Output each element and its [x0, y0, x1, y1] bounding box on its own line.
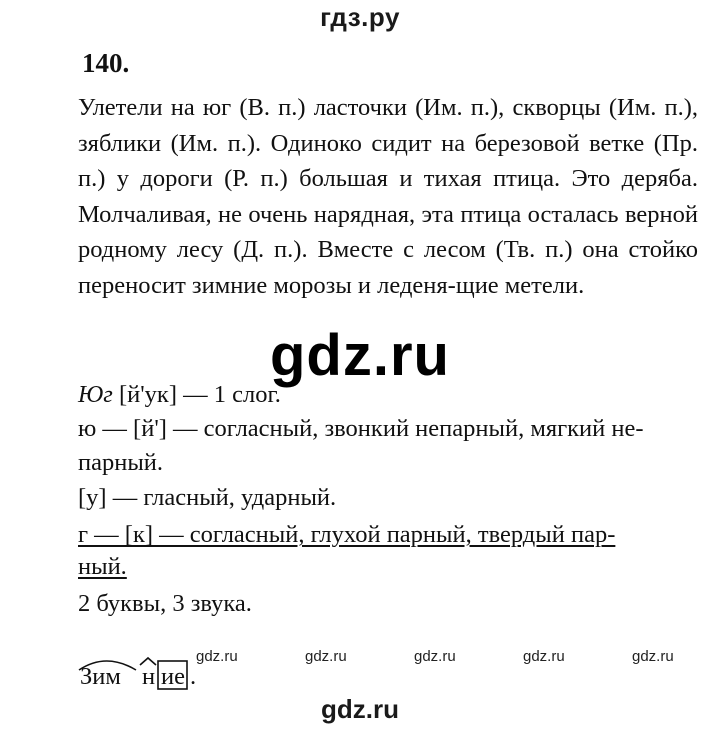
- analysis-line-7: 2 буквы, 3 звука.: [78, 590, 252, 617]
- watermark-large: gdz.ru: [270, 323, 450, 388]
- morpheme-marks: [76, 650, 206, 700]
- watermark-small-4: gdz.ru: [523, 648, 565, 665]
- analysis-line-5: г — [к] — согласный, глухой парный, твердый пар-: [78, 521, 616, 548]
- ending-box-mark: [158, 661, 187, 689]
- task-number: 140.: [82, 48, 130, 78]
- watermark-small-1: gdz.ru: [196, 648, 238, 665]
- morpheme-dot: .: [190, 663, 197, 690]
- watermark-small-3: gdz.ru: [414, 648, 456, 665]
- analysis-line-3: парный.: [78, 449, 164, 476]
- morpheme-root: Зим: [80, 663, 121, 690]
- analysis-line-2: ю — [й'] — согласный, звонкий непарный, мягкий не-: [78, 415, 644, 442]
- morpheme-suffix: н: [142, 663, 156, 690]
- site-header: гдз.ру: [320, 2, 400, 32]
- footer-watermark: gdz.ru: [321, 694, 399, 724]
- suffix-mark: [140, 658, 156, 665]
- root-arc-mark: [79, 661, 136, 670]
- morpheme-ending: ие: [161, 663, 185, 690]
- watermark-small-5: gdz.ru: [632, 648, 674, 665]
- watermark-small-2: gdz.ru: [305, 648, 347, 665]
- analysis-line-1: [78, 379, 698, 411]
- transcription: [й'ук] — 1 слог.: [112, 381, 281, 408]
- analysis-line-6: ный.: [78, 553, 127, 580]
- analyzed-word: Юг: [78, 381, 113, 408]
- exercise-text: Улетели на юг (В. п.) ласточки (Им. п.), скворцы (Им. п.), зяблики (Им. п.). Одиноко сидит на березовой ветке (Пр. п.) у дороги (Р. п.) большая и тихая птица. Это деряба. Молчаливая, не очень нарядная, эта птица осталась верной родному лесу (Д. п.). Вместе с лесом (Тв. п.) она стойко переносит зимние морозы и леденя-щие метели.: [78, 94, 698, 299]
- analysis-line-4: [у] — гласный, ударный.: [78, 484, 337, 511]
